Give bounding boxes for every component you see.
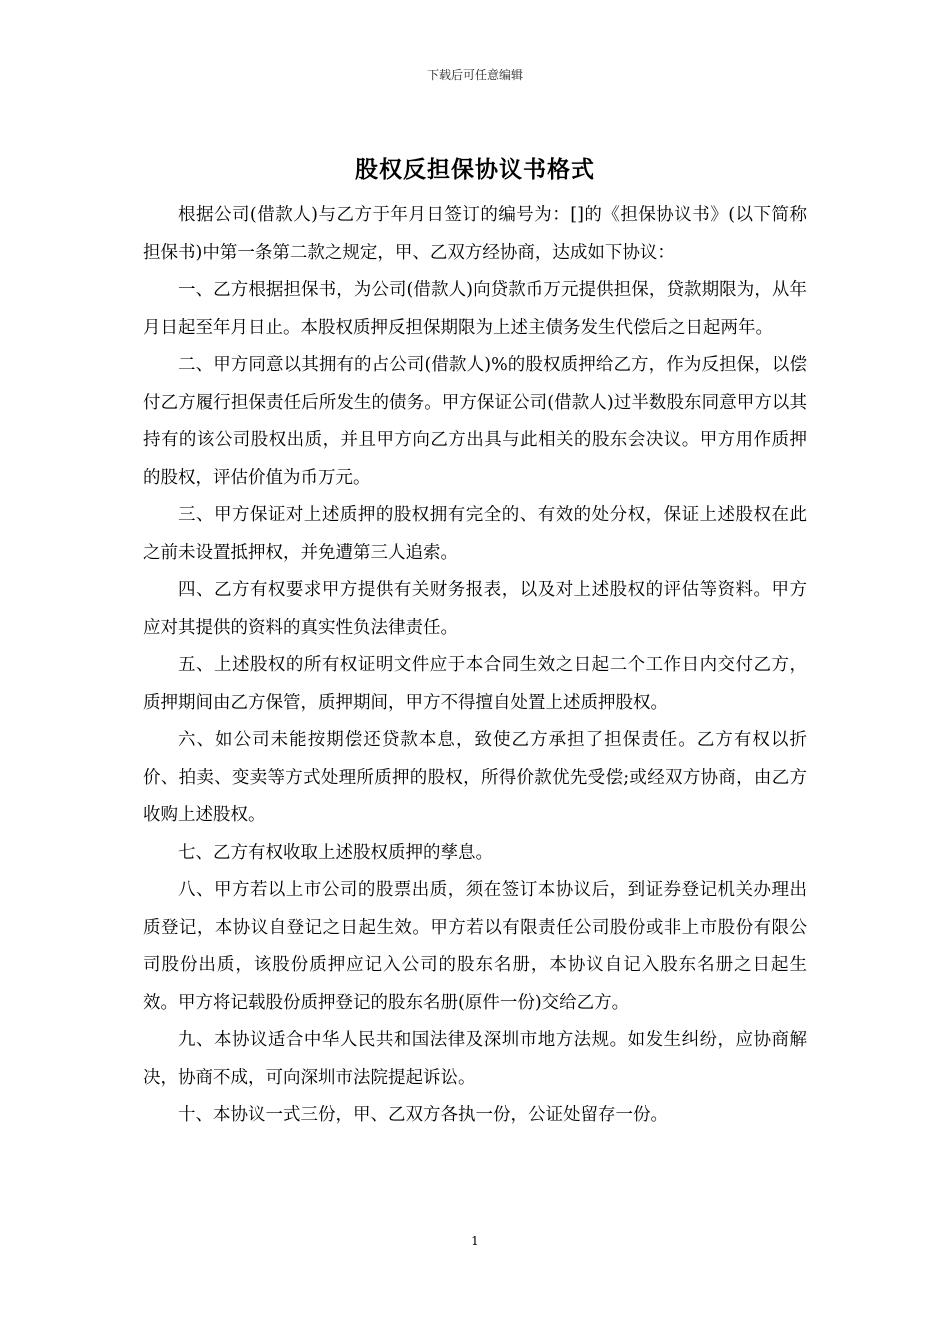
paragraph-intro: 根据公司(借款人)与乙方于年月日签订的编号为：[]的《担保协议书》(以下简称担保书)中第一条第二款之规定，甲、乙双方经协商，达成如下协议： (143, 205, 807, 263)
paragraph-clause-6: 六、如公司未能按期偿还贷款本息，致使乙方承担了担保责任。乙方有权以折价、拍卖、变卖等方式处理所质押的股权，所得价款优先受偿;或经双方协商，由乙方收购上述股权。 (143, 730, 807, 825)
paragraph-clause-4: 四、乙方有权要求甲方提供有关财务报表，以及对上述股权的评估等资料。甲方应对其提供的资料的真实性负法律责任。 (143, 580, 807, 638)
paragraph-clause-1: 一、乙方根据担保书，为公司(借款人)向贷款币万元提供担保，贷款期限为，从年月日起至年月日止。本股权质押反担保期限为上述主债务发生代偿后之日起两年。 (143, 280, 807, 338)
page-header: 下载后可任意编辑 (426, 68, 523, 82)
paragraph-clause-3: 三、甲方保证对上述质押的股权拥有完全的、有效的处分权，保证上述股权在此之前未设置抵押权，并免遭第三人追索。 (143, 505, 807, 563)
document-title: 股权反担保协议书格式 (355, 156, 595, 183)
paragraph-clause-5: 五、上述股权的所有权证明文件应于本合同生效之日起二个工作日内交付乙方，质押期间由乙方保管，质押期间，甲方不得擅自处置上述质押股权。 (143, 655, 807, 713)
paragraph-clause-10: 十、本协议一式三份，甲、乙双方各执一份，公证处留存一份。 (178, 1105, 668, 1125)
document-body (143, 197, 807, 1135)
paragraph-clause-8: 八、甲方若以上市公司的股票出质，须在签订本协议后，到证券登记机关办理出质登记，本协议自登记之日起生效。甲方若以有限责任公司股份或非上市股份有限公司股份出质，该股份质押应记入公司的股东名册，本协议自记入股东名册之日起生效。甲方将记载股份质押登记的股东名册(原件一份)交给乙方。 (143, 880, 807, 1013)
paragraph-clause-9: 九、本协议适合中华人民共和国法律及深圳市地方法规。如发生纠纷，应协商解决，协商不成，可向深圳市法院提起诉讼。 (143, 1030, 807, 1088)
page-number: 1 (471, 1234, 479, 1248)
paragraph-clause-2: 二、甲方同意以其拥有的占公司(借款人)%的股权质押给乙方，作为反担保，以偿付乙方履行担保责任后所发生的债务。甲方保证公司(借款人)过半数股东同意甲方以其持有的该公司股权出质，并且甲方向乙方出具与此相关的股东会决议。甲方用作质押的股权，评估价值为币万元。 (143, 355, 807, 488)
paragraph-clause-7: 七、乙方有权收取上述股权质押的孳息。 (178, 842, 493, 863)
